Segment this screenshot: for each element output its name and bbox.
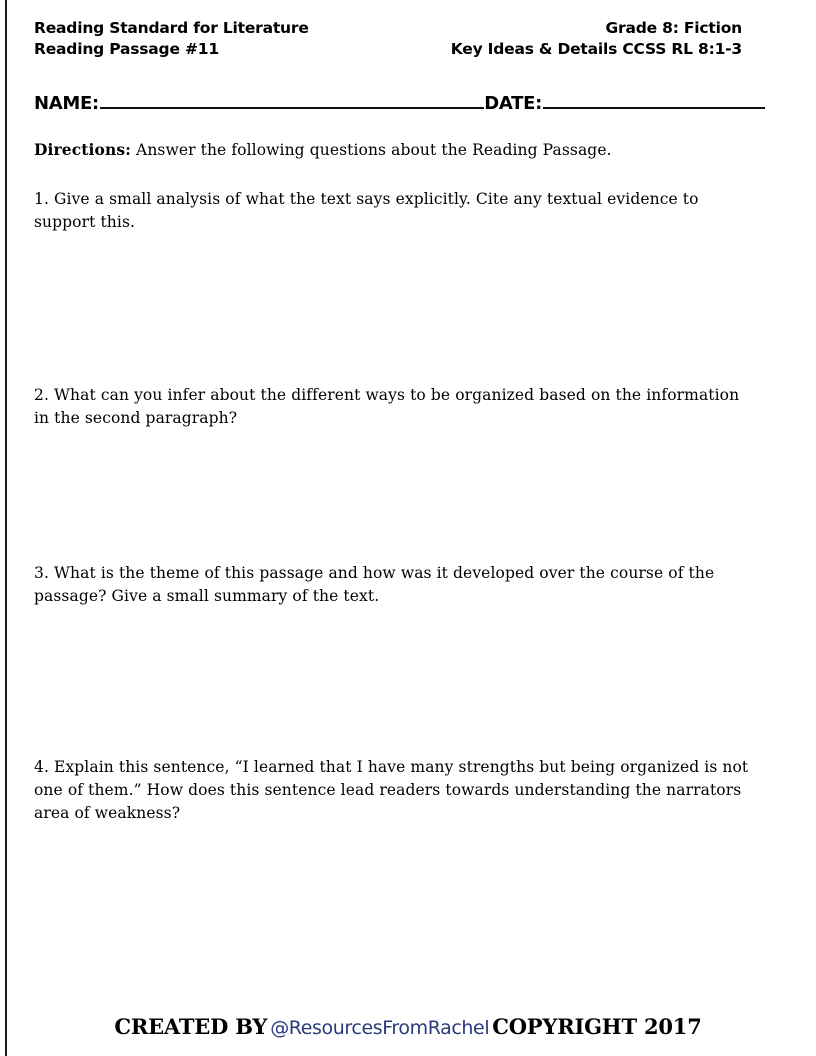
date-input-line[interactable] [543,93,765,109]
directions-line [34,139,774,161]
page-left-border [5,0,7,1056]
question-4 [34,756,758,825]
question-4-number: 4. [34,758,49,776]
answer-space-3[interactable] [34,610,758,753]
header-grade-subject: Grade 8: Fiction [605,19,742,37]
question-1-number: 1. [34,190,49,208]
question-3-text: What is the theme of this passage and how was it developed over the course of the passage? Give a small summary of the text. [34,564,715,605]
question-2 [34,384,758,430]
footer-created-by: CREATED BY [114,1014,268,1039]
question-2-number: 2. [34,386,49,404]
header-standard-title: Reading Standard for Literature [34,19,309,37]
question-1 [34,188,758,234]
directions-text: Answer the following questions about the Reading Passage. [131,141,612,159]
question-4-text: Explain this sentence, “I learned that I have many strengths but being organized is not one of them.” How does this sentence lead readers towards understanding the narrators area of weakness? [34,758,749,822]
question-2-text: What can you infer about the different ways to be organized based on the information in the second paragraph? [34,386,740,427]
answer-space-1[interactable] [34,236,758,381]
footer-author-handle: @ResourcesFromRachel [270,1017,490,1039]
date-label: DATE: [484,93,542,114]
question-3 [34,562,758,608]
header-passage-number: Reading Passage #11 [34,40,219,58]
question-1-text: Give a small analysis of what the text says explicitly. Cite any textual evidence to support this. [34,190,699,231]
answer-space-2[interactable] [34,432,758,560]
name-input-line[interactable] [100,93,484,109]
answer-space-4[interactable] [34,828,758,1008]
header-standard-code: Key Ideas & Details CCSS RL 8:1-3 [450,40,742,58]
footer-credit [0,1014,816,1039]
footer-copyright: COPYRIGHT 2017 [492,1014,702,1039]
header-right-block [451,18,742,60]
name-date-row [34,93,765,114]
header-left-block [34,18,309,60]
directions-label: Directions: [34,140,131,159]
name-label: NAME: [34,93,99,114]
page-header [34,18,742,60]
question-3-number: 3. [34,564,49,582]
